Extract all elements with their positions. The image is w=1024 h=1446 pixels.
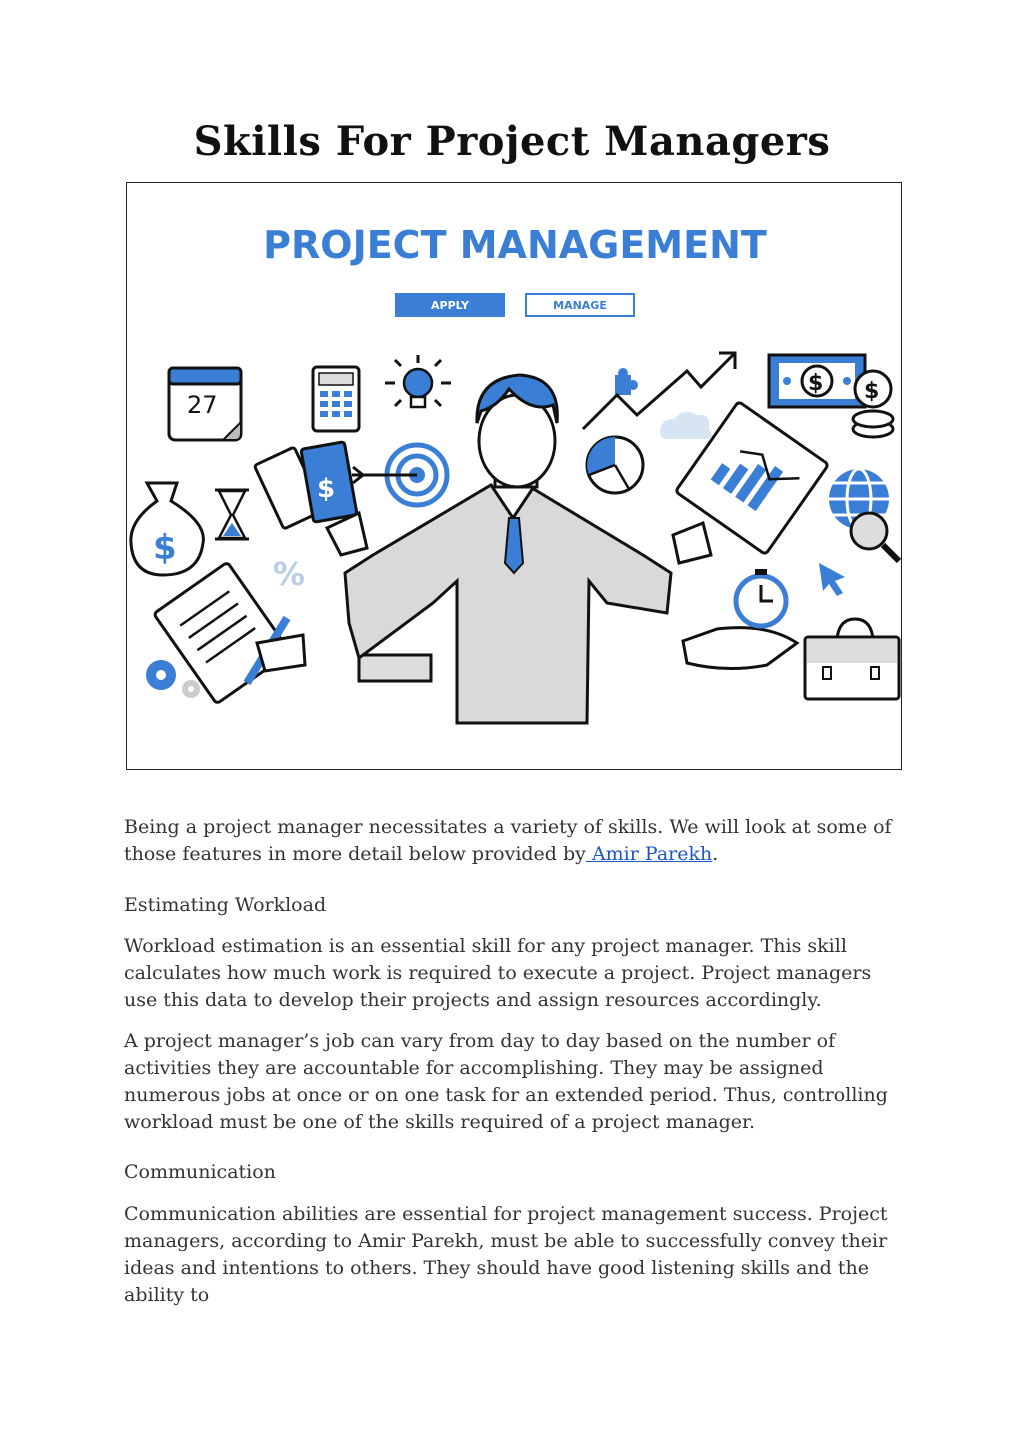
cursor-icon	[819, 563, 845, 596]
svg-text:$: $	[864, 379, 880, 404]
briefcase-icon	[805, 619, 899, 699]
manage-button: MANAGE	[525, 293, 635, 317]
paragraph-text: Workload estimation is an essential skill for any project manager. This skill calculates how much work is required to execute a project. Project managers use this data to develop their projects and assign resources accordingly.	[124, 935, 872, 1011]
intro-paragraph	[124, 814, 904, 868]
section-heading-workload: Estimating Workload	[124, 894, 327, 916]
target-icon	[352, 445, 447, 505]
lightbulb-icon	[385, 355, 451, 407]
calculator-icon	[313, 367, 359, 431]
author-link[interactable]: Amir Parekh	[585, 843, 713, 865]
cloud-icon	[660, 412, 711, 439]
magnifier-icon	[851, 513, 899, 561]
hourglass-icon	[215, 490, 249, 539]
pie-chart-icon	[587, 437, 643, 493]
workload-paragraph-1	[124, 933, 904, 1014]
page-title: Skills For Project Managers	[193, 118, 831, 165]
money-bag-icon	[131, 483, 204, 575]
section-heading-communication: Communication	[124, 1161, 276, 1183]
illustration-heading: PROJECT MANAGEMENT	[263, 223, 767, 267]
banknote-icon	[254, 442, 357, 529]
apply-button: APPLY	[395, 293, 505, 317]
puzzle-icon	[615, 368, 638, 395]
intro-text: Being a project manager necessitates a variety of skills. We will look at some of those features in more detail below provided by	[124, 816, 892, 865]
trend-arrow-icon	[583, 353, 735, 429]
paragraph-text: A project manager’s job can vary from day to day based on the number of activities they are accountable for accomplishing. They may be assigned numerous jobs at once or on one task for an extended period. Thus, controlling workload must be one of the skills required of a project manager.	[124, 1030, 888, 1133]
stopwatch-icon	[736, 569, 786, 626]
svg-text:$: $	[153, 528, 177, 568]
svg-text:$: $	[317, 474, 336, 504]
paragraph-text: Communication abilities are essential for project management success. Project managers, according to Amir Parekh, must be able to successfully convey their ideas and intentions to others. They should have good listening skills and the ability to	[124, 1203, 888, 1306]
percent-icon: %	[273, 555, 306, 593]
project-management-illustration	[126, 182, 902, 770]
document-icon	[154, 562, 291, 704]
workload-paragraph-2	[124, 1028, 904, 1136]
calendar-day: 27	[187, 391, 218, 419]
illustration-graphic	[127, 183, 902, 770]
intro-text-end: .	[712, 843, 719, 865]
dollar-bill-icon	[769, 355, 865, 407]
svg-text:$: $	[808, 371, 824, 396]
communication-paragraph-1	[124, 1201, 904, 1309]
